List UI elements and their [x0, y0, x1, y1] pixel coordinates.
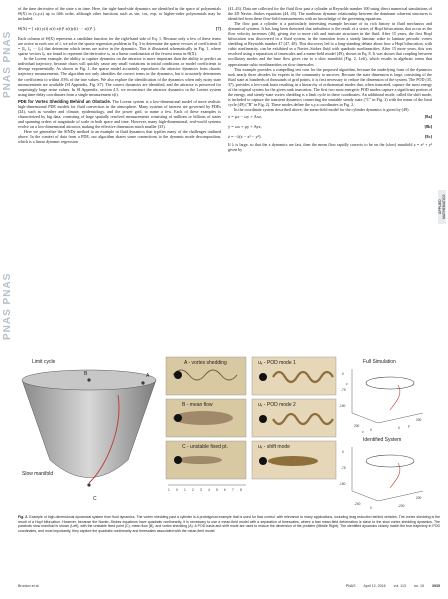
journal-side-band	[0, 0, 13, 599]
svg-text:y: y	[408, 424, 410, 428]
caption-text: Example of high-dimensional dynamical system from fluid dynamics. The vortex shedding past a cylinder is a prototypical example that is used for flow control, with relevance to many applications, including drag reduction behind vehicles. The vortex shedding is the result of a Hopf bifurcation. However, because the Navier–Stokes equations have quadratic nonlinearity, it is necessary to use a mean-field model with a separation of timescales, where a fast mean-field deformation is slave to the slow vortex shedding dynamics. The parabolic slow manifold is shown (Left), with the unstable fixed point (C), mean flow (B), and vortex shedding (A). A POD basis and shift mode are used to reduce the dimension of the problem (Middle Right). The identified dynamics closely match the true trajectory in POD coordinates, and most importantly, they capture the quadratic nonlinearity and timescales associated with the mean-field model.	[18, 515, 440, 533]
slow-manifold-plot	[22, 359, 156, 502]
paragraph-with-heading	[18, 99, 221, 129]
slow-manifold-label: Slow manifold	[22, 471, 54, 477]
panel-b-title: B - mean flow	[182, 402, 213, 408]
paragraph: If λ is large, so that the z dynamics are fast, then the mean flow rapidly corrects to be on the (slow) manifold z = x² + y² given by	[228, 141, 432, 153]
svg-text:-75: -75	[341, 466, 346, 470]
svg-text:-75: -75	[341, 388, 346, 392]
section-tag: APPLIED MATHEMATICS	[438, 190, 446, 224]
svg-text:C: C	[93, 496, 97, 502]
svg-text:1: 1	[168, 488, 170, 492]
identified-system-plot	[339, 437, 423, 510]
page-footer	[18, 584, 440, 588]
paragraph: of the time derivative of the state x in time. Here, the right-hand-side dynamics are identified in the space of polynomials Θ(X) in (x,y,z) up to fifth order, although other functions such as sin, cos, exp, or higher-order polynomials may be included:	[18, 6, 221, 22]
equation-8b: ẏ = ωx + μy + Ayz, [8b]	[228, 124, 432, 130]
svg-text:200: 200	[416, 496, 422, 500]
equation-8a: ẋ = μx − ωy + Axz, [8a]	[228, 114, 432, 120]
footer-volume: vol. 113	[393, 584, 406, 588]
equation-8c: ż = −λ(z − x² − y²). [8c]	[228, 134, 432, 140]
pod-mode-1-title: uₓ - POD mode 1	[258, 360, 296, 366]
cylinder	[174, 456, 182, 464]
footer-issue: no. 15	[414, 584, 424, 588]
svg-text:z: z	[346, 382, 348, 386]
limit-cycle-label: Limit cycle	[32, 359, 56, 365]
svg-text:1: 1	[184, 488, 186, 492]
paragraph: (41–43). Data are collected for the fluid flow past a cylinder at Reynolds number 100 using direct numerical simulations of the 2D Navier–Stokes equations (44, 45). The nonlinear dynamic relationship between the dominant coherent structures is identified from these flow-field measurements with no knowledge of the governing equations.	[228, 6, 432, 22]
svg-text:0: 0	[398, 426, 400, 430]
paragraph: The flow past a cylinder is a particularly interesting example because of its rich history in fluid mechanics and dynamical systems. It has long been theorized that turbulence is the result of a series of Hopf bifurcations that occur as the flow velocity increases (46), giving rise to more rich and intricate structures in the fluid. After 15 years, the first Hopf bifurcation was discovered in a fluid system, in the transition from a steady laminar wake to laminar periodic vortex shedding at Reynolds number 47 (47, 48). This discovery led to a long-standing debate about how a Hopf bifurcation, with cubic nonlinearity, can be exhibited in a Navier–Stokes fluid with quadratic nonlinearities. After 15 more years, this was resolved using a separation of timescales and a mean-field model (49), shown in Eq. 8. It was shown that coupling between oscillatory modes and the base flow gives rise to a slow manifold (Fig. 2, Left), which results in algebraic terms that approximate cubic nonlinearities on slow timescales.	[228, 21, 432, 67]
equation-text: Θ(X) = [ x(t) y(t) z(t) x(t)² x(t)y(t) ··· z(t)⁵ ].	[18, 26, 96, 32]
cylinder	[174, 371, 182, 379]
footer-date: April 12, 2016	[363, 584, 386, 588]
fixed-point-c	[87, 483, 90, 486]
svg-text:0: 0	[370, 428, 372, 432]
svg-text:0: 0	[370, 506, 372, 510]
svg-text:0: 0	[342, 372, 344, 376]
steady-wake	[178, 456, 222, 464]
shift-mode-title: uₓ - shift mode	[258, 444, 290, 450]
svg-text:8: 8	[240, 488, 242, 492]
journal-logo: PNAS PNAS	[2, 30, 13, 98]
svg-text:-200: -200	[398, 504, 405, 508]
right-column	[228, 6, 432, 152]
section-heading: PDE for Vortex Shedding Behind an Obstacle.	[18, 98, 111, 104]
figure-caption	[18, 515, 440, 533]
cycle-point-a	[141, 381, 144, 384]
paragraph: Each column of Θ(X) represents a candidate function for the right-hand side of Eq. 1. Because only a few of these terms are active in each row of f, we solve the sparse regression problem in Eq. 3 to determine the sparse vectors of coefficients Ξ = [ξ₁ ξ₂ ··· ξₙ] that determine which terms are active in the dynamics. This is illustrated schematically in Fig. 1, where sparse vectors ξₖ are found to represent the derivative ẋₖ as a linear combination of the fewest terms in Θ(X).	[18, 36, 221, 57]
paragraph: In the Lorenz example, the ability to capture dynamics on the attractor is more important than the ability to predict an individual trajectory, because chaos will quickly cause any small variations in initial conditions or model coefficients to diverge exponentially. As shown in Fig. 1, the sparse model accurately reproduces the attractor dynamics from chaotic trajectory measurements. The algorithm not only identifies the correct terms in the dynamics, but it accurately determines the coefficients to within .03% of the true values. We also explore the identification of the dynamics when only noisy state measurements are available (SI Appendix, Fig. S7). The correct dynamics are identified, and the attractor is preserved for surprisingly large noise values. In SI Appendix, section 4.5, we reconstruct the attractor dynamics in the Lorenz system using time-delay coordinates from a single measurement x(t).	[18, 56, 221, 97]
mean-point-b	[87, 378, 90, 381]
svg-text:6: 6	[224, 488, 226, 492]
svg-text:A: A	[146, 373, 150, 379]
equation-theta	[18, 22, 221, 35]
svg-text:-200: -200	[354, 502, 361, 506]
svg-text:-150: -150	[339, 404, 346, 408]
equation-number: [7]	[215, 26, 221, 32]
pod-modes	[252, 357, 336, 479]
svg-text:5: 5	[216, 488, 218, 492]
svg-text:200: 200	[354, 424, 360, 428]
footer-page-number: 3935	[432, 584, 440, 588]
svg-text:3: 3	[200, 488, 202, 492]
paragraph: Here we generalize the SINDy method to an example in fluid dynamics that typifies many of the challenges outlined above. In the context of data from a PDE, our algorithm shares some connections to the dynamic mode decomposition, which is a linear dynamic regression	[18, 128, 221, 145]
paragraph-text: The Lorenz system is a low-dimensional model of more realistic high-dimensional PDE models for fluid convection in the atmosphere. Many systems of interest are governed by PDEs (24), such as weather and climate, epidemiology, and the power grid, to name a few. Each of these examples is characterized by big data, consisting of large spatially resolved measurements consisting of millions or billions of states and spanning orders of magnitude of scale in both space and time. However, many high-dimensional, real-world systems evolve on a low-dimensional attractor, making the effective dimension much smaller (35).	[18, 98, 221, 129]
caption-label: Fig. 2.	[18, 515, 29, 519]
timeline-axis	[168, 485, 246, 492]
panel-a-title: A - vortex shedding	[184, 360, 227, 366]
full-sim-title: Full Simulation	[363, 359, 396, 365]
panel-c-title: C - unstable fixed pt.	[182, 444, 228, 450]
svg-text:B: B	[84, 371, 88, 377]
svg-text:x: x	[362, 430, 364, 434]
svg-text:200: 200	[416, 418, 422, 422]
svg-text:0: 0	[342, 450, 344, 454]
figure-2	[18, 355, 440, 510]
identified-title: Identified System	[363, 437, 402, 443]
flow-snapshots	[166, 357, 246, 492]
svg-text:4: 4	[208, 488, 210, 492]
svg-text:2: 2	[192, 488, 194, 492]
footer-journal: PNAS	[345, 584, 356, 588]
footer-authors: Brunton et al.	[18, 584, 40, 588]
pod-mode-2-title: uₓ - POD mode 2	[258, 402, 296, 408]
full-simulation-plot	[339, 359, 423, 434]
svg-text:7: 7	[232, 488, 234, 492]
journal-logo-lower: PNAS PNAS	[2, 272, 13, 340]
paragraph: In the coordinate system described above, the mean-field model for the cylinder dynamics is given by (49)	[234, 106, 409, 112]
svg-text:-150: -150	[339, 482, 346, 486]
paragraph: This example provides a compelling test case for the proposed algorithm, because the underlying form of the dynamics took nearly three decades for experts in the community to uncover. Because the state dimension is large, consisting of the fluid state at hundreds of thousands of grid points, it is first necessary to reduce the dimension of the system. The POD (35, 37), provides a low-rank basis resulting in a hierarchy of orthonormal modes that, when truncated, capture the most energy of the original system for the given rank truncation. The first two most energetic POD modes capture a significant portion of the energy, and steady-state vortex shedding is a limit cycle in these coordinates. An additional mode, called the shift mode, is included to capture the transient dynamics connecting the unstable steady state ("C" in Fig. 2) with the mean of the limit cycle (49) ("B" in Fig. 2). These modes define the x,y,z coordinates in Fig. 2.	[228, 66, 432, 107]
cylinder	[174, 414, 182, 422]
svg-text:0: 0	[176, 488, 178, 492]
left-column	[18, 6, 221, 144]
